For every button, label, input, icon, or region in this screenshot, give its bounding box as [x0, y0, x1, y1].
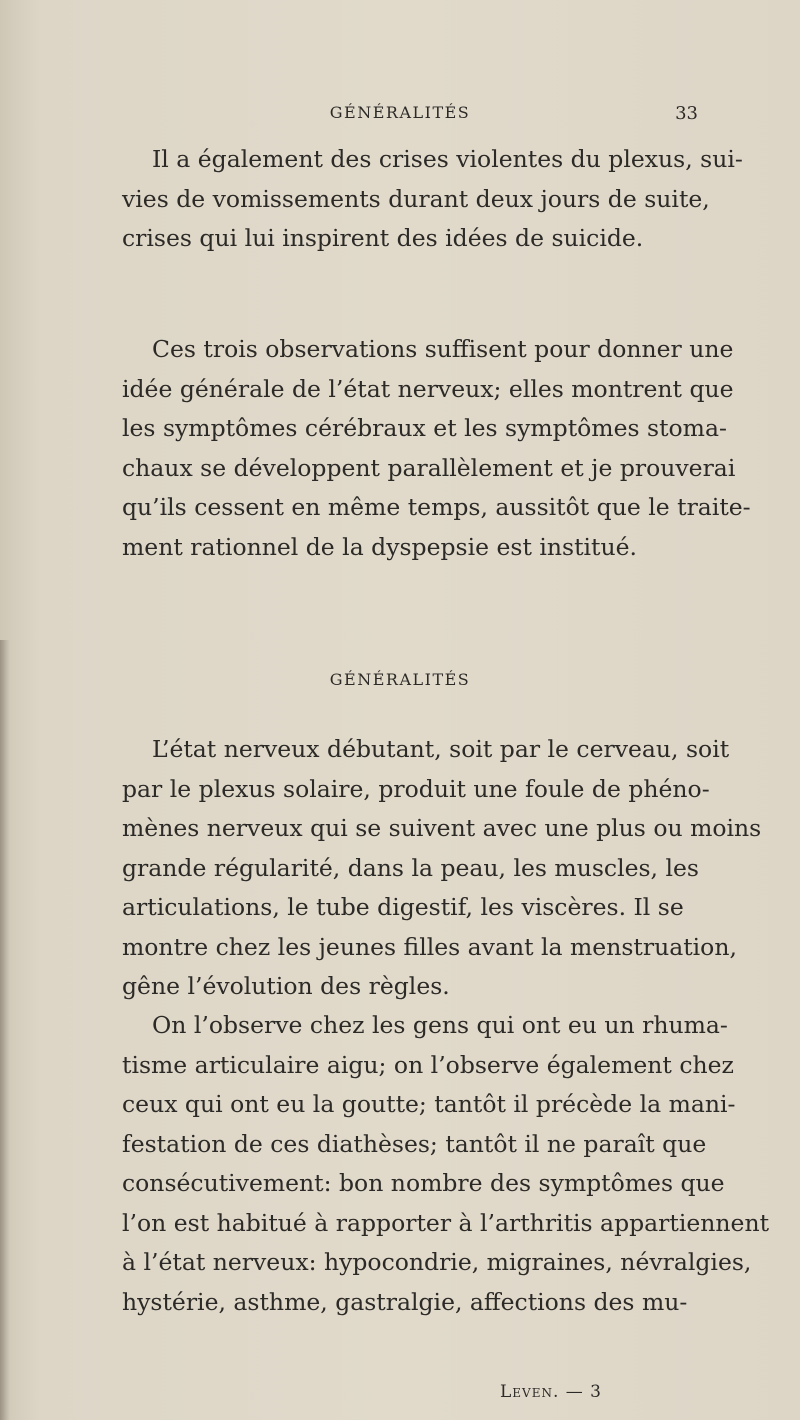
paragraph-1	[122, 140, 743, 259]
text-line: On l’observe chez les gens qui ont eu un rhuma-	[152, 1011, 728, 1039]
text-line: articulations, le tube digestif, les viscères. Il se	[122, 893, 684, 921]
page-number: 33	[675, 103, 698, 124]
page-header	[0, 103, 800, 131]
page-edge-shadow	[0, 640, 10, 1420]
text-line: Ces trois observations suffisent pour donner une	[152, 335, 734, 363]
text-line: à l’état nerveux: hypocondrie, migraines, névralgies,	[122, 1248, 752, 1276]
text-line: Il a également des crises violentes du plexus, sui-	[152, 145, 743, 173]
text-line: chaux se développent parallèlement et je prouverai	[122, 453, 736, 482]
text-line: mènes nerveux qui se suivent avec une plus ou moins	[122, 814, 762, 842]
paragraph-2	[122, 330, 751, 567]
text-line: montre chez les jeunes filles avant la menstruation,	[122, 932, 737, 961]
text-line: festation de ces diathèses; tantôt il ne paraît que	[122, 1129, 707, 1158]
text-line: consécutivement: bon nombre des symptômes que	[122, 1169, 725, 1197]
text-line: crises qui lui inspirent des idées de suicide.	[122, 224, 644, 252]
text-line: hystérie, asthme, gastralgie, affections des mu-	[122, 1287, 688, 1316]
text-line: l’on est habitué à rapporter à l’arthritis appartiennent	[122, 1208, 770, 1237]
text-line: ment rationnel de la dyspepsie est institué.	[122, 532, 638, 561]
paragraph-4	[122, 1006, 770, 1322]
text-line: qu’ils cessent en même temps, aussitôt que le traite-	[122, 493, 751, 521]
text-line: ceux qui ont eu la goutte; tantôt il précède la mani-	[122, 1090, 736, 1118]
signature-mark: Leven. — 3	[500, 1382, 603, 1402]
running-title: GÉNÉRALITÉS	[329, 103, 471, 122]
text-line: gêne l’évolution des règles.	[122, 972, 450, 1000]
text-line: idée générale de l’état nerveux; elles montrent que	[122, 374, 734, 403]
text-line: tisme articulaire aigu; on l’observe également chez	[122, 1050, 734, 1079]
text-line: grande régularité, dans la peau, les muscles, les	[122, 853, 699, 882]
text-line: les symptômes cérébraux et les symptômes stoma-	[122, 414, 727, 442]
paragraph-3	[122, 730, 762, 1007]
text-line: L’état nerveux débutant, soit par le cerveau, soit	[152, 735, 730, 763]
text-line: vies de vomissements durant deux jours de suite,	[122, 184, 710, 213]
text-line: par le plexus solaire, produit une foule de phéno-	[122, 774, 710, 803]
section-heading: GÉNÉRALITÉS	[329, 670, 471, 689]
